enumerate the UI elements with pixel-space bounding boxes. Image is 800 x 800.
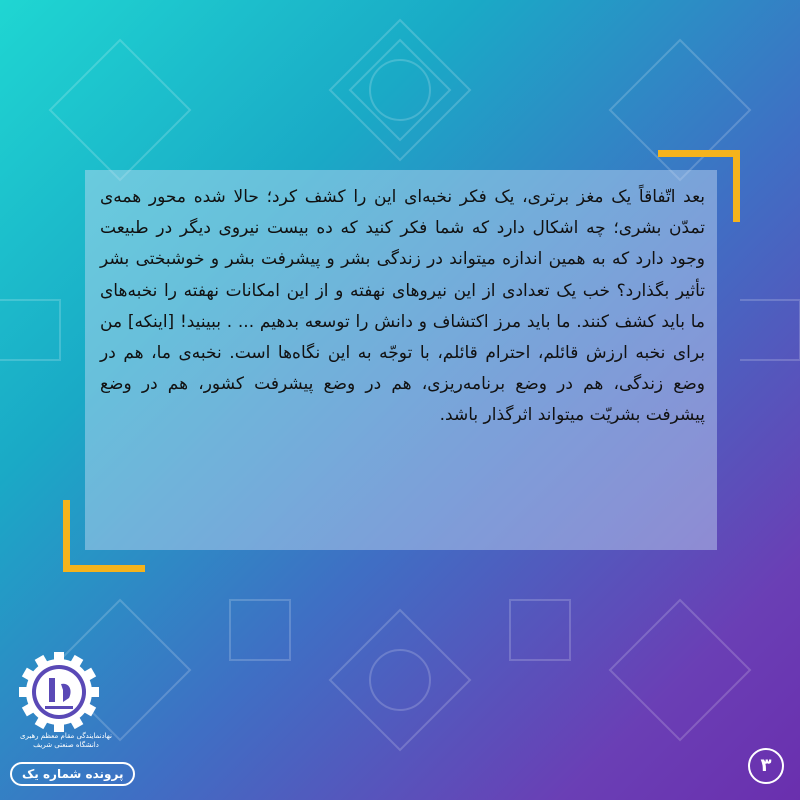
corner-bracket-bottom-left — [63, 500, 145, 572]
logo-caption-line2: دانشگاه صنعتی شریف — [33, 741, 99, 749]
logo-caption-line1: نهادنمایندگی مقام معظم رهبری — [20, 732, 112, 740]
quote-text: بعد اتّفاقاً یک مغز برتری، یک فکر نخبه‌ای این را کشف کرد؛ حالا شده محور همه‌ی تمدّن بشری؛ چه اشکال دارد که شما فکر کنید که ده بیست نیروی دیگر در طبیعت وجود دارد که به همین اندازه میتواند در زندگی بشر و پیشرفت بشر و خوشبختی بشر تأثیر بگذارد؟ خب یک تعدادی از این نیروهای نهفته و از این امکانات نهفته را نخبه‌های ما باید کشف کنند. ما باید مرز اکتشاف و دانش را توسعه بدهیم ... . ببینید! [اینکه] من برای نخبه ارزش قائلم، احترام قائلم، با توجّه به این نگاه‌ها است. نخبه‌ی ما، هم در وضع زندگی، هم در وضع برنامه‌ریزی، هم در وضع پیشرفت کشور، هم در وضع پیشرفت بشریّت میتواند اثرگذار باشد. — [100, 187, 705, 426]
file-label-badge: پرونده شماره یک — [10, 762, 135, 786]
page-number-badge: ۳ — [748, 748, 784, 784]
logo-caption — [12, 732, 120, 750]
